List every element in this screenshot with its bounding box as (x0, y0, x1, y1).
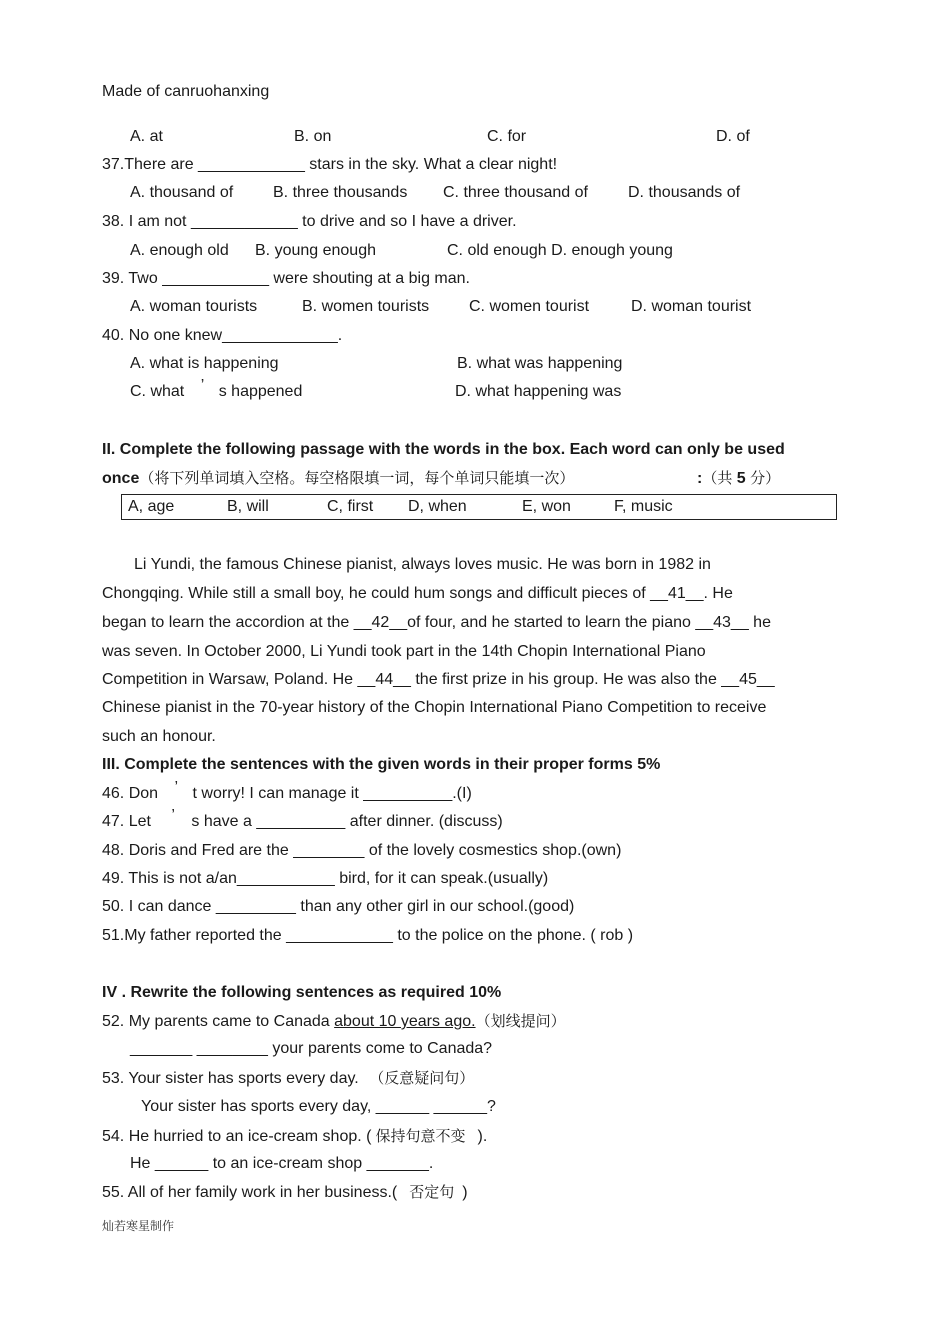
section2-score-post: 分） (750, 469, 781, 487)
section3-title: III. Complete the sentences with the given words in their proper forms 5% (102, 756, 661, 773)
section2-once: once (102, 470, 140, 487)
q47 (102, 807, 503, 832)
passage-line-1: Li Yundi, the famous Chinese pianist, always loves music. He was born in 1982 in (134, 556, 711, 573)
q54-answer: He ______ to an ice-cream shop _______. (130, 1155, 434, 1172)
word-box-item: C, first (327, 498, 374, 515)
q54-post: ). (477, 1128, 488, 1145)
section2-colon: : (697, 470, 703, 487)
q54-instruction-cn: 保持句意不变 (375, 1127, 466, 1145)
q55-pre: 55. All of her family work in her business.( (102, 1184, 398, 1201)
section2-score (697, 468, 780, 489)
passage-line-3: began to learn the accordion at the __42__of four, and he started to learn the piano __43__ he (102, 614, 771, 631)
q55 (102, 1182, 468, 1203)
section2-title-line1: II. Complete the following passage with the words in the box. Each word can only be used (102, 441, 785, 458)
header-line: Made of canruohanxing (102, 83, 270, 100)
q48: 48. Doris and Fred are the ________ of the lovely cosmestics shop.(own) (102, 842, 622, 859)
passage-line-6: Chinese pianist in the 70-year history of the Chopin International Piano Competition to receive (102, 699, 767, 716)
q39-option-b: B. women tourists (302, 298, 430, 315)
q50: 50. I can dance _________ than any other girl in our school.(good) (102, 898, 575, 915)
q36-option-d: D. of (716, 128, 750, 145)
q53-stem: 53. Your sister has sports every day. (102, 1070, 359, 1087)
q46 (102, 779, 472, 804)
q53-instruction-cn: （反意疑问句） (369, 1069, 475, 1087)
q47-part1: 47. Let (102, 813, 151, 830)
section2-title-line2 (102, 468, 574, 489)
q40-option-c-part2: s happened (218, 383, 303, 400)
q37-option-b: B. three thousands (273, 184, 408, 201)
q36-option-a: A. at (130, 128, 163, 145)
q40-option-c (130, 377, 303, 402)
q37-option-a: A. thousand of (130, 184, 234, 201)
q47-part2: s have a __________ after dinner. (discuss) (191, 813, 503, 830)
q52-underlined: about 10 years ago. (334, 1013, 476, 1030)
section2-score-num: 5 (736, 470, 746, 487)
q46-part2: t worry! I can manage it __________.(I) (192, 785, 472, 802)
word-box-item: A, age (128, 498, 175, 515)
q37-stem: 37.There are ____________ stars in the sky. What a clear night! (102, 156, 558, 173)
q52 (102, 1011, 566, 1032)
q38-option-b: B. young enough (255, 242, 376, 259)
section2-instruction-cn: （将下列单词填入空格。每空格限填一词，每个单词只能填一次） (139, 469, 575, 487)
q39-stem: 39. Two ____________ were shouting at a big man. (102, 270, 470, 287)
passage-line-4: was seven. In October 2000, Li Yundi took part in the 14th Chopin International Piano (102, 643, 706, 660)
q38-option-cd: C. old enough D. enough young (447, 242, 673, 259)
q40-option-b: B. what was happening (457, 355, 623, 372)
q51: 51.My father reported the ____________ to the police on the phone. ( rob ) (102, 927, 634, 944)
q39-option-a: A. woman tourists (130, 298, 258, 315)
q40-option-a: A. what is happening (130, 355, 279, 372)
passage-line-2: Chongqing. While still a small boy, he could hum songs and difficult pieces of __41__. He (102, 585, 733, 602)
q37-option-c: C. three thousand of (443, 184, 588, 201)
word-box-item: D, when (408, 498, 467, 515)
word-box-item: F, music (614, 498, 673, 515)
q47-apostrophe: ’ (171, 807, 175, 824)
q54 (102, 1126, 487, 1147)
q46-apostrophe: ’ (174, 779, 179, 796)
q38-stem: 38. I am not ____________ to drive and so I have a driver. (102, 213, 517, 230)
q38-option-a: A. enough old (130, 242, 229, 259)
q52-instruction-cn: （划线提问） (475, 1012, 566, 1030)
q52-pre: 52. My parents came to Canada (102, 1013, 335, 1030)
word-box-item: E, won (522, 498, 571, 515)
q36-option-b: B. on (294, 128, 332, 145)
q54-pre: 54. He hurried to an ice-cream shop. ( (102, 1128, 372, 1145)
q40-option-c-apostrophe: ’ (200, 377, 205, 394)
q53 (102, 1068, 474, 1089)
footer-text: 灿若寒星制作 (102, 1219, 175, 1233)
passage-line-7: such an honour. (102, 728, 216, 745)
passage-line-5: Competition in Warsaw, Poland. He __44__ the first prize in his group. He was also the __45__ (102, 671, 775, 688)
q55-post: ) (462, 1184, 468, 1201)
q46-part1: 46. Don (102, 785, 159, 802)
q40-option-d: D. what happening was (455, 383, 622, 400)
q39-option-c: C. women tourist (469, 298, 590, 315)
q49: 49. This is not a/an___________ bird, for it can speak.(usually) (102, 870, 549, 887)
q40-stem: 40. No one knew_____________. (102, 327, 343, 344)
word-box-item: B, will (227, 498, 269, 515)
q39-option-d: D. woman tourist (631, 298, 752, 315)
section2-score-pre: （共 (702, 469, 733, 487)
section4-title: IV . Rewrite the following sentences as required 10% (102, 984, 502, 1001)
q40-option-c-part1: C. what (130, 383, 185, 400)
q36-option-c: C. for (487, 128, 527, 145)
q53-answer: Your sister has sports every day, ______ ______? (141, 1098, 496, 1115)
q37-option-d: D. thousands of (628, 184, 741, 201)
q55-instruction-cn: 否定句 (409, 1183, 455, 1201)
q52-answer: _______ ________ your parents come to Canada? (130, 1040, 493, 1057)
word-box (121, 494, 837, 520)
